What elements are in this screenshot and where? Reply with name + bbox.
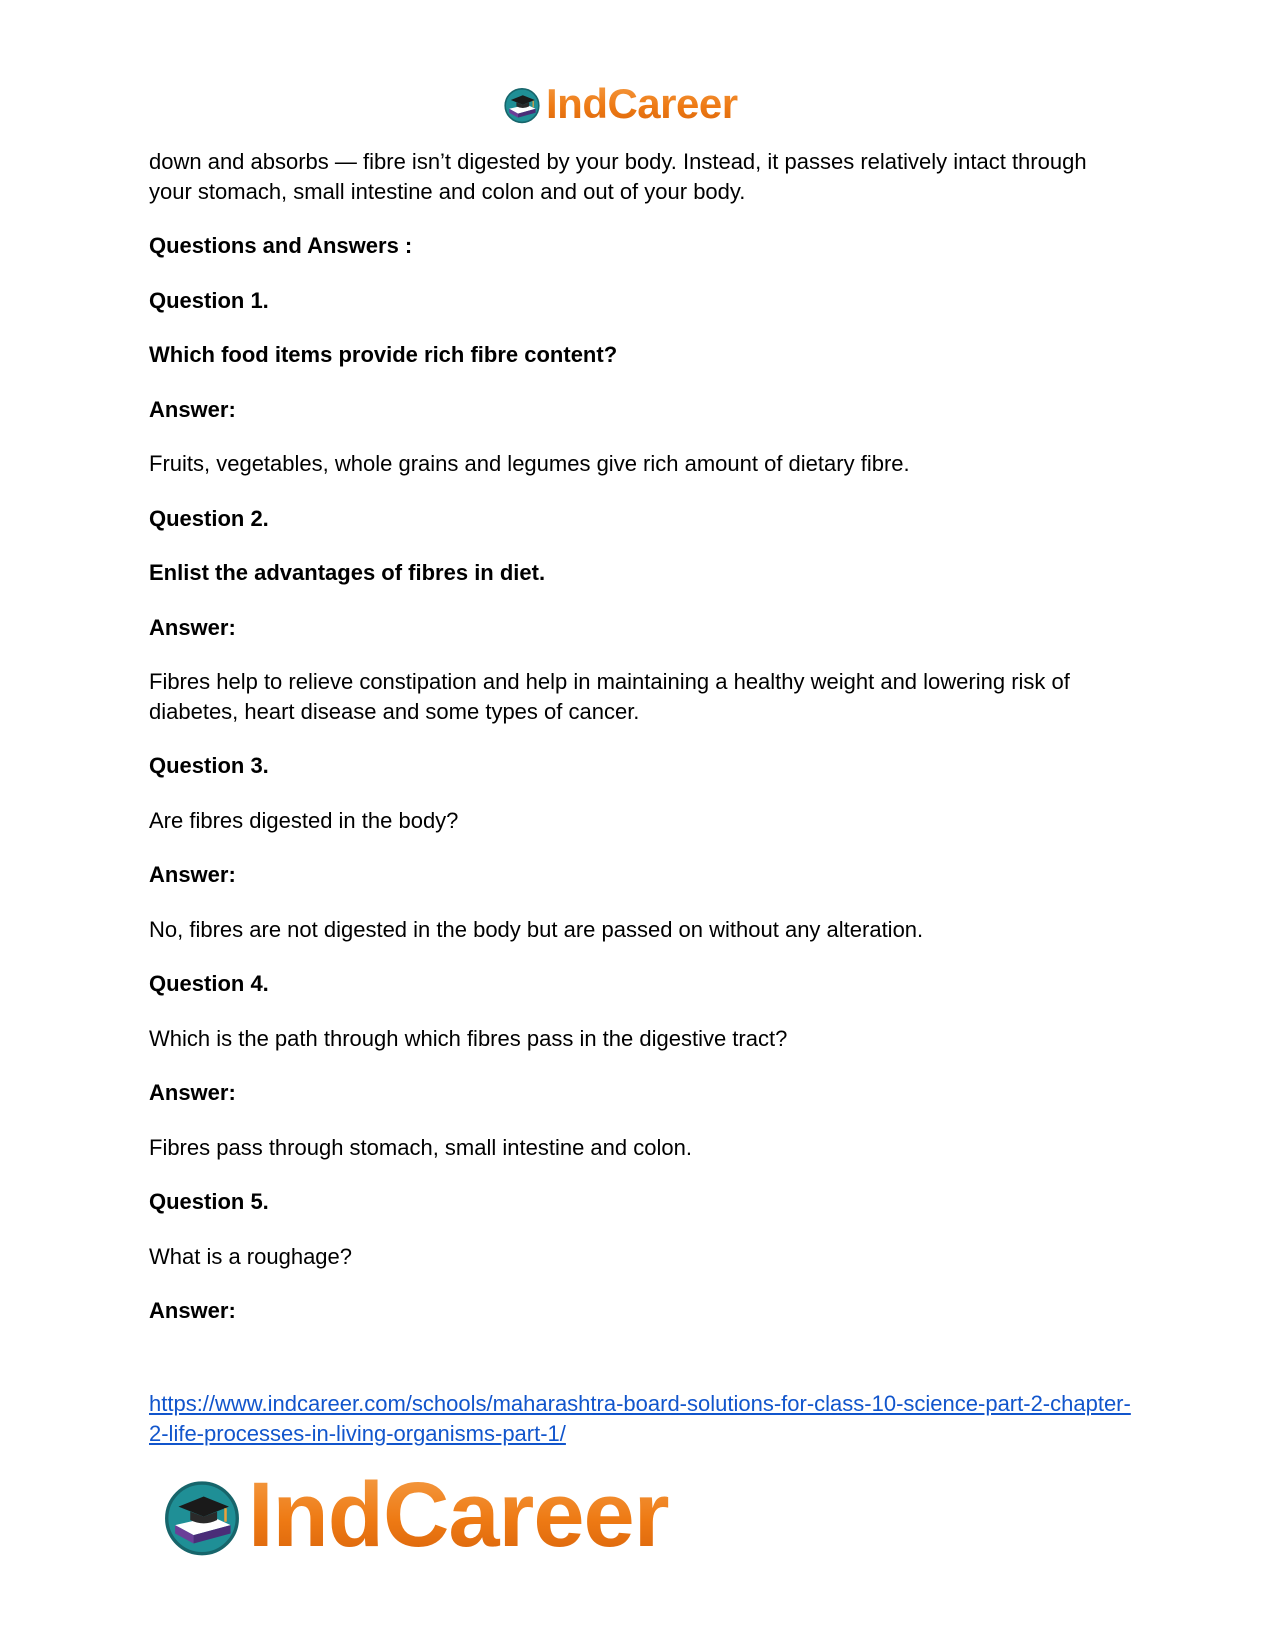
question-label: Question 5. [149, 1189, 269, 1214]
graduation-book-globe-icon [160, 1473, 244, 1557]
question-label: Question 3. [149, 753, 269, 778]
answer-label: Answer: [149, 396, 236, 422]
header-logo-text: IndCareer [546, 78, 738, 130]
answer-text: No, fibres are not digested in the body but are passed on without any alteration. [149, 916, 924, 942]
question-text: Which is the path through which fibres pass in the digestive tract? [149, 1025, 788, 1051]
document-body [149, 147, 1129, 1351]
answer-label: Answer: [149, 862, 236, 887]
answer-label: Answer: [149, 614, 236, 640]
header-logo [502, 78, 738, 130]
answer-label: Answer: [149, 1080, 236, 1105]
question-label: Question 2. [149, 505, 269, 531]
section-heading: Questions and Answers : [149, 233, 413, 258]
footer-logo-text: IndCareer [248, 1464, 669, 1566]
answer-text: Fibres help to relieve constipation and help in maintaining a healthy weight and lowering risk of diabetes, heart disease and some types of cancer. [149, 669, 1070, 724]
source-url-link[interactable]: https://www.indcareer.com/schools/maharashtra-board-solutions-for-class-10-science-part-2-chapter-2-life-processes-in-living-organisms-part-1/ [149, 1391, 1131, 1446]
question-text: Which food items provide rich fibre content? [149, 342, 618, 367]
graduation-book-globe-icon [502, 84, 542, 124]
question-text: Enlist the advantages of fibres in diet. [149, 560, 546, 585]
footer-link-block [149, 1389, 1139, 1448]
answer-text: Fibres pass through stomach, small intestine and colon. [149, 1134, 692, 1160]
question-text: What is a roughage? [149, 1243, 353, 1269]
intro-paragraph: down and absorbs — fibre isn’t digested by your body. Instead, it passes relatively intact through your stomach, small intestine and colon and out of your body. [149, 149, 1087, 204]
answer-label: Answer: [149, 1298, 236, 1323]
footer-logo [160, 1465, 669, 1565]
question-label: Question 1. [149, 287, 269, 313]
question-text: Are fibres digested in the body? [149, 807, 459, 833]
question-label: Question 4. [149, 971, 269, 996]
answer-text: Fruits, vegetables, whole grains and legumes give rich amount of dietary fibre. [149, 451, 910, 476]
